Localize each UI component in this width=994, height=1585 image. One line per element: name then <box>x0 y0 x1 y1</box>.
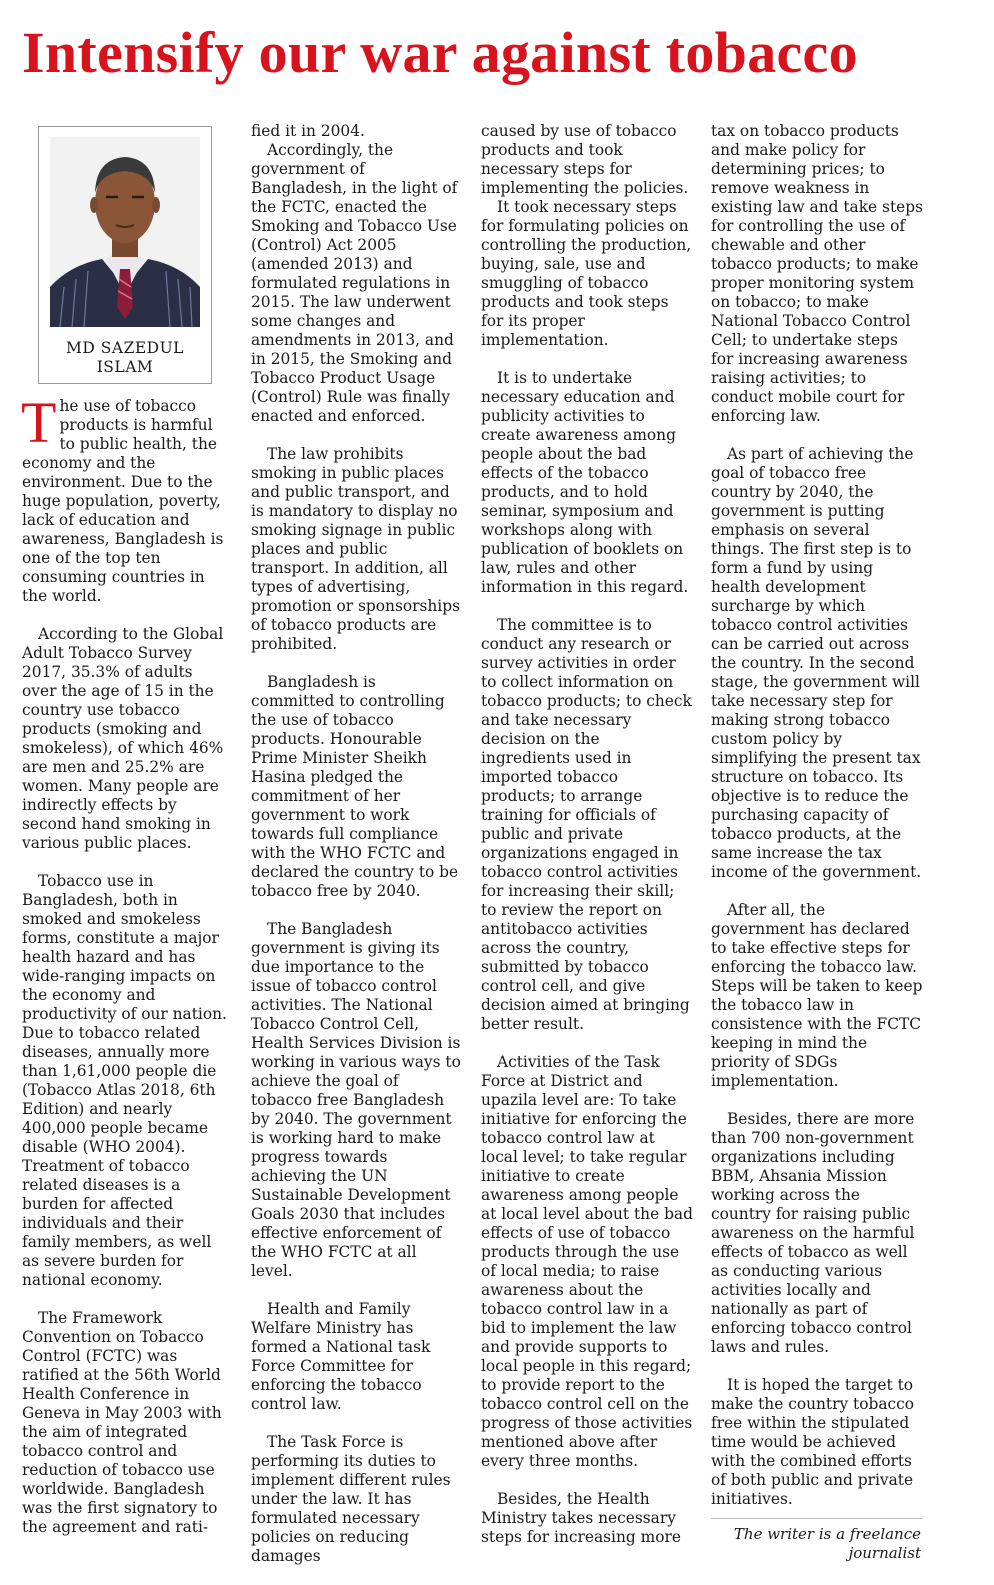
paragraph: As part of achieving the goal of tobacco free country by 2040, the government is putting emphasis on several things. The first step is to form a fund by using health development surcharge by which tobacco control activities can be carried out across the country. In the second stage, the government will take necessary step for making strong tobacco custom policy by simplifying the present tax structure on tobacco. Its objective is to reduce the purchasing capacity of tobacco products, at the same increase the tax income of the government. <box>711 445 922 881</box>
author-portrait-photo <box>50 137 200 327</box>
author-box <box>38 126 212 384</box>
paragraph: It is to undertake necessary education and publicity activities to create awareness among people about the bad effects of the tobacco products, and to hold seminar, symposium and workshops along with publication of booklets on law, rules and other information in this regard. <box>481 369 689 596</box>
paragraph: Bangladesh is committed to controlling the use of tobacco products. Honourable Prime Minister Sheikh Hasina pledged the commitment of her government to work towards full compliance with the WHO FCTC and declared the country to be tobacco free by 2040. <box>251 673 459 900</box>
paragraph: caused by use of tobacco products and took necessary steps for implementing the policies. <box>481 122 689 197</box>
paragraph: tax on tobacco products and make policy for determining prices; to remove weakness in existing law and take steps for controlling the use of chewable and other tobacco products; to make proper monitoring system on tobacco; to make National Tobacco Control Cell; to undertake steps for increasing awareness raising activities; to conduct mobile court for enforcing law. <box>711 122 923 425</box>
paragraph: Besides, there are more than 700 non-government organizations including BBM, Ahsania Mission working across the country for raising public awareness on the harmful effects of tobacco as well as conducting various activities locally and nationally as part of enforcing tobacco control laws and rules. <box>711 1110 915 1356</box>
author-name: MD SAZEDUL ISLAM <box>66 339 184 376</box>
paragraph: It took necessary steps for formulating policies on controlling the production, buying, sale, use and smuggling of tobacco products and took steps for its proper implementation. <box>481 198 692 349</box>
paragraph: The Bangladesh government is giving its due importance to the issue of tobacco control activities. The National Tobacco Control Cell, Health Services Division is working in various ways to achieve the goal of tobacco free Bangladesh by 2040. The government is working hard to make progress towards achieving the UN Sustainable Development Goals 2030 that includes effective enforcement of the WHO FCTC at all level. <box>251 920 461 1280</box>
paragraph: Activities of the Task Force at District and upazila level are: To take initiative for enforcing the tobacco control law at local level; to take regular initiative to create awareness among people at local level about the bad effects of use of tobacco products through the use of local media; to raise awareness about the tobacco control law in a bid to implement the law and provide supports to local people in this regard; to provide report to the tobacco control cell on the progress of those activities mentioned above after every three months. <box>481 1053 693 1470</box>
writer-credit: The writer is a freelance journalist <box>733 1525 921 1562</box>
paragraph: The committee is to conduct any research or survey activities in order to collect information on tobacco products; to check and take necessary decision on the ingredients used in imported tobacco products; to arrange training for officials of public and private organizations engaged in tobacco control activities for increasing their skill; to review the report on antitobacco activities across the country, submitted by tobacco control cell, and give decision aimed at bringing better result. <box>481 616 692 1033</box>
paragraph <box>21 390 230 606</box>
paragraph: The Framework Convention on Tobacco Control (FCTC) was ratified at the 56th World Health Conference in Geneva in May 2003 with the aim of integrated tobacco control and reduction of tobacco use worldwide. Bangladesh was the first signatory to the agreement and rati- <box>22 1309 222 1536</box>
divider <box>711 1518 923 1519</box>
column-1 <box>22 122 230 1556</box>
paragraph: Accordingly, the government of Bangladesh, in the light of the FCTC, enacted the Smoking and Tobacco Use (Control) Act 2005 (amended 2013) and formulated regulations in 2015. The law underwent some changes and amendments in 2013, and in 2015, the Smoking and Tobacco Product Usage (Control) Rule was finally enacted and enforced. <box>251 141 458 425</box>
paragraph: Besides, the Health Ministry takes necessary steps for increasing more <box>481 1490 681 1546</box>
paragraph: Health and Family Welfare Ministry has formed a National task Force Committee for enforcing the tobacco control law. <box>251 1300 431 1413</box>
paragraph: The law prohibits smoking in public places and public transport, and is mandatory to display no smoking signage in public places and public transport. In addition, all types of advertising, promotion or sponsorships of tobacco products are prohibited. <box>251 445 460 653</box>
column-4 <box>711 122 923 1563</box>
paragraph: After all, the government has declared to take effective steps for enforcing the tobacco law. Steps will be taken to keep the tobacco law in consistence with the FCTC keeping in mind the priority of SDGs implementation. <box>711 901 923 1090</box>
column-3 <box>481 122 693 1566</box>
drop-cap: T <box>21 390 57 455</box>
paragraph: fied it in 2004. <box>251 122 365 140</box>
paragraph: It is hoped the target to make the country tobacco free within the stipulated time would be achieved with the combined efforts of both public and private initiatives. <box>711 1376 915 1508</box>
headline: Intensify our war against tobacco <box>22 20 858 85</box>
paragraph: The Task Force is performing its duties to implement different rules under the law. It has formulated necessary policies on reducing damages <box>251 1433 451 1565</box>
paragraph: According to the Global Adult Tobacco Survey 2017, 35.3% of adults over the age of 15 in the country use tobacco products (smoking and smokeless), of which 46% are men and 25.2% are women. Many people are indirectly effects by second hand smoking in various public places. <box>22 625 224 852</box>
paragraph-text: he use of tobacco products is harmful to public health, the economy and the environment. Due to the huge population, poverty, lack of education and awareness, Bangladesh is one of the top ten consuming countries in the world. <box>22 397 224 605</box>
paragraph: Tobacco use in Bangladesh, both in smoked and smokeless forms, constitute a major health hazard and has wide-ranging impacts on the economy and productivity of our nation. Due to tobacco related diseases, annually more than 1,61,000 people die (Tobacco Atlas 2018, 6th Edition) and nearly 400,000 people became disable (WHO 2004). Treatment of tobacco related diseases is a burden for affected individuals and their family members, as well as severe burden for national economy. <box>22 872 227 1289</box>
column-2 <box>251 122 463 1585</box>
